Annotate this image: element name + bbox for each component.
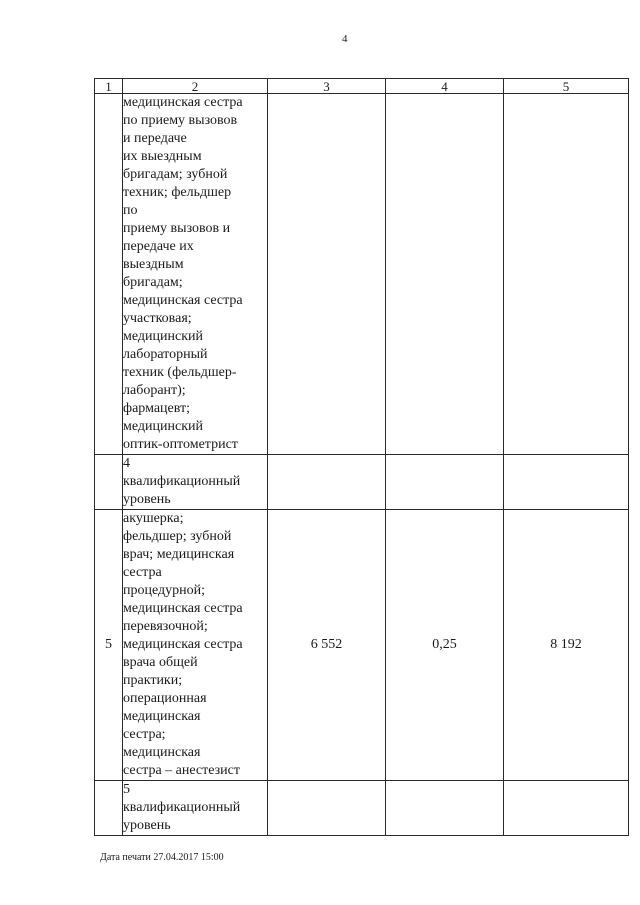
position-line: врач; медицинская bbox=[123, 547, 235, 562]
qualification-line: уровень bbox=[123, 818, 171, 833]
position-line: сестра – анестезист bbox=[123, 763, 241, 778]
position-line: фармацевт; bbox=[123, 401, 191, 416]
salary-cell bbox=[504, 781, 629, 836]
position-line: медицинская сестра bbox=[123, 293, 243, 308]
table-row bbox=[95, 510, 629, 781]
position-line: по bbox=[123, 203, 138, 218]
qualification-line: квалификационный bbox=[123, 800, 241, 815]
position-line: операционная bbox=[123, 691, 207, 706]
table-row bbox=[95, 781, 629, 836]
base-salary-cell: 6 552 bbox=[268, 510, 386, 781]
position-line: медицинская сестра bbox=[123, 601, 243, 616]
base-salary-cell bbox=[268, 455, 386, 510]
position-line: и передаче bbox=[123, 131, 187, 146]
base-salary-cell bbox=[268, 94, 386, 455]
header-cell-4: 4 bbox=[386, 79, 504, 94]
position-line: передаче их bbox=[123, 239, 194, 254]
position-line: медицинская сестра bbox=[123, 637, 243, 652]
position-line: практики; bbox=[123, 673, 183, 688]
qualification-line: 4 bbox=[123, 456, 130, 471]
coefficient-cell: 0,25 bbox=[386, 510, 504, 781]
coefficient-cell bbox=[386, 455, 504, 510]
header-cell-5: 5 bbox=[504, 79, 629, 94]
position-line: оптик-оптометрист bbox=[123, 437, 238, 452]
row-number-cell bbox=[95, 455, 123, 510]
position-line: лабораторный bbox=[123, 347, 208, 362]
page-number: 4 bbox=[342, 33, 348, 45]
qualification-line: квалификационный bbox=[123, 474, 241, 489]
position-line: медицинская bbox=[123, 745, 201, 760]
position-line: медицинская bbox=[123, 709, 201, 724]
position-line: техник (фельдшер- bbox=[123, 365, 237, 380]
row-number-cell bbox=[95, 781, 123, 836]
position-line: их выездным bbox=[123, 149, 202, 164]
header-cell-1: 1 bbox=[95, 79, 123, 94]
position-line: участковая; bbox=[123, 311, 192, 326]
position-line: медицинский bbox=[123, 329, 203, 344]
qualification-level-cell bbox=[123, 781, 268, 836]
qualification-level-cell bbox=[123, 455, 268, 510]
position-line: медицинский bbox=[123, 419, 203, 434]
position-line: врача общей bbox=[123, 655, 198, 670]
position-line: приему вызовов и bbox=[123, 221, 231, 236]
position-line: сестра; bbox=[123, 727, 166, 742]
position-line: сестра bbox=[123, 565, 162, 580]
position-line: процедурной; bbox=[123, 583, 206, 598]
table-header-row bbox=[95, 79, 629, 94]
row-number-cell: 5 bbox=[95, 510, 123, 781]
header-cell-2: 2 bbox=[123, 79, 268, 94]
salary-table bbox=[94, 78, 629, 836]
position-line: выездным bbox=[123, 257, 184, 272]
row-number-cell bbox=[95, 94, 123, 455]
salary-cell: 8 192 bbox=[504, 510, 629, 781]
position-line: медицинская сестра bbox=[123, 95, 243, 110]
coefficient-cell bbox=[386, 94, 504, 455]
coefficient-cell bbox=[386, 781, 504, 836]
position-line: перевязочной; bbox=[123, 619, 208, 634]
position-line: лаборант); bbox=[123, 383, 186, 398]
position-line: техник; фельдшер bbox=[123, 185, 232, 200]
header-cell-3: 3 bbox=[268, 79, 386, 94]
print-date: Дата печати 27.04.2017 15:00 bbox=[100, 852, 224, 863]
position-line: по приему вызовов bbox=[123, 113, 238, 128]
position-line: бригадам; зубной bbox=[123, 167, 228, 182]
table-row bbox=[95, 455, 629, 510]
position-line: акушерка; bbox=[123, 511, 184, 526]
position-line: фельдшер; зубной bbox=[123, 529, 232, 544]
position-list-cell bbox=[123, 510, 268, 781]
qualification-line: 5 bbox=[123, 782, 130, 797]
position-list-cell bbox=[123, 94, 268, 455]
salary-cell bbox=[504, 94, 629, 455]
base-salary-cell bbox=[268, 781, 386, 836]
qualification-line: уровень bbox=[123, 492, 171, 507]
salary-cell bbox=[504, 455, 629, 510]
table-row bbox=[95, 94, 629, 455]
position-line: бригадам; bbox=[123, 275, 183, 290]
